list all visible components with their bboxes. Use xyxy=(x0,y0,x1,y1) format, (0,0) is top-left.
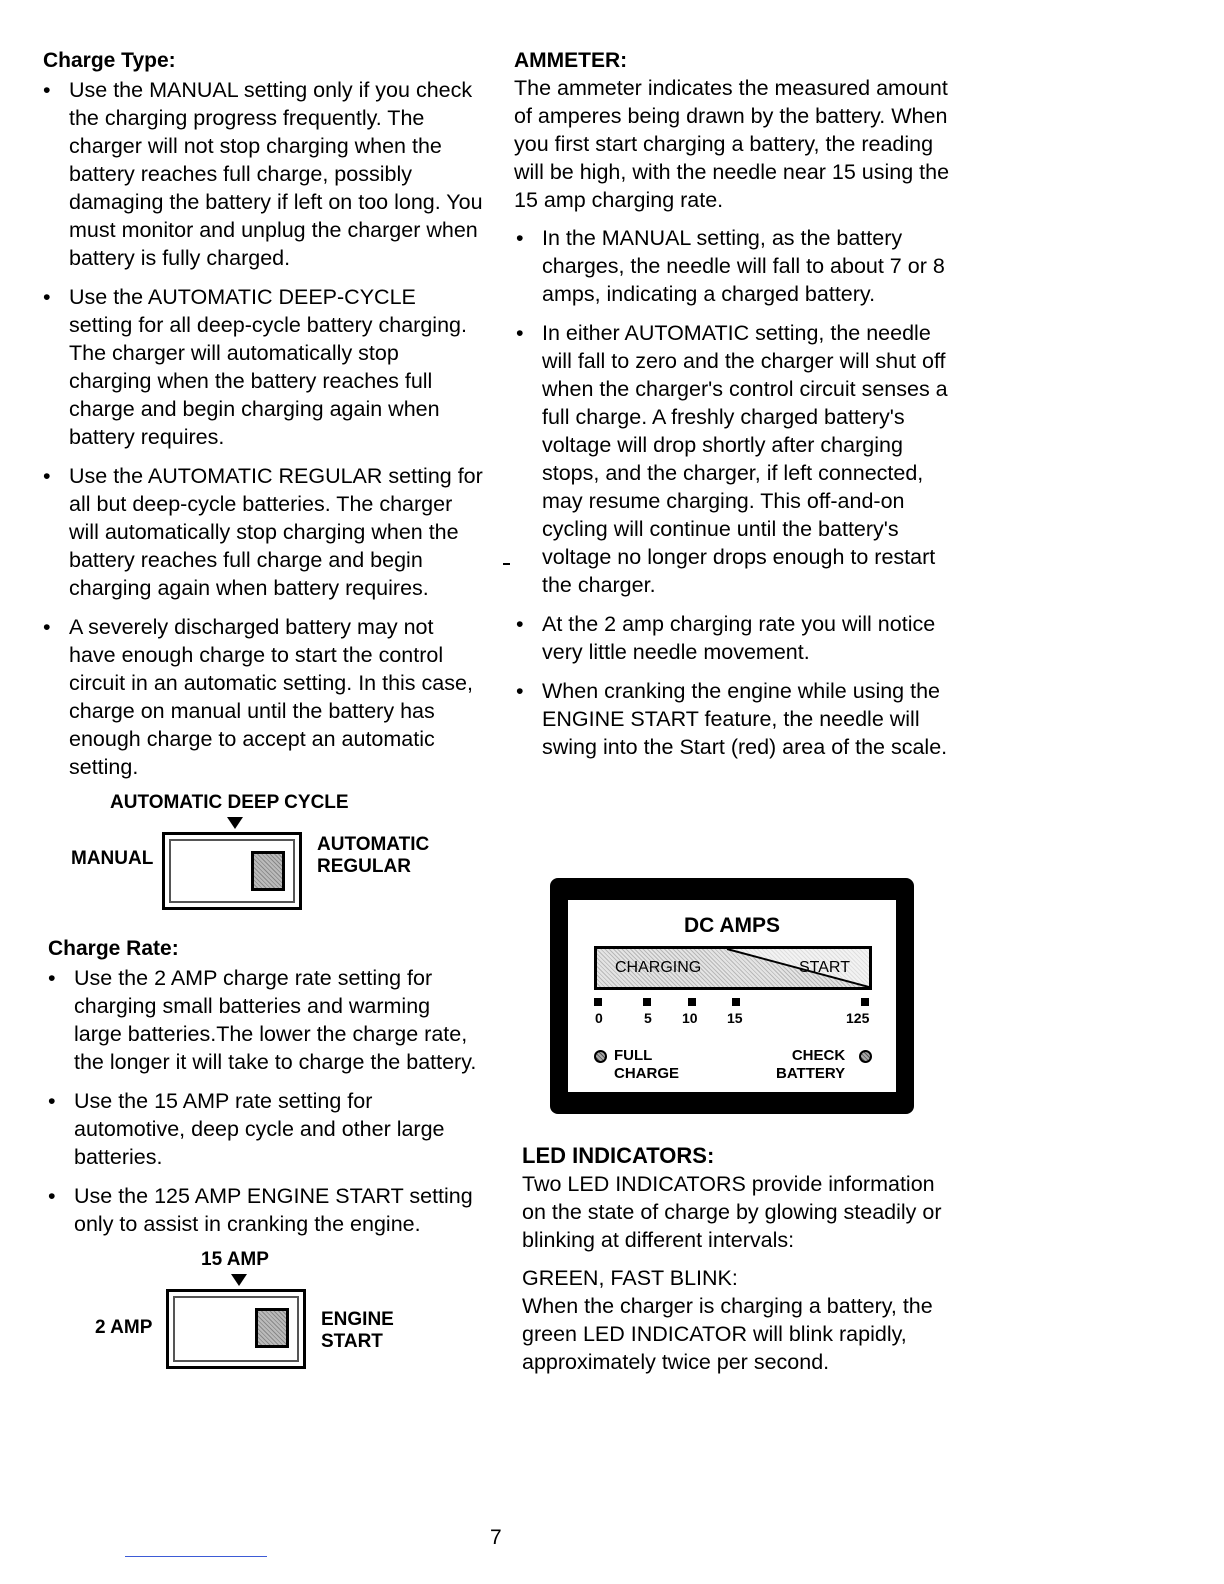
switch-left-label: MANUAL xyxy=(71,848,154,869)
list-item: • Use the MANUAL setting only if you check the charging progress frequently. The charger will not stop charging when the battery reaches full charge, possibly damaging the battery if left on too long. You must monitor and unplug the charger when battery is fully charged. xyxy=(43,76,483,272)
down-arrow-icon xyxy=(231,1274,247,1286)
charge-type-switch-diagram xyxy=(43,792,483,938)
charge-type-switch xyxy=(162,832,302,910)
down-arrow-icon xyxy=(227,817,243,829)
charge-rate-switch-diagram xyxy=(43,1249,483,1389)
charge-type-section xyxy=(43,48,483,781)
switch-knob xyxy=(251,851,285,891)
check-battery-label-line2: BATTERY xyxy=(776,1065,846,1082)
page-number: 7 xyxy=(490,1526,502,1549)
switch-right-label xyxy=(317,834,429,878)
list-item: • Use the 15 AMP rate setting for automotive, deep cycle and other large batteries. xyxy=(48,1087,483,1171)
meter-title: DC AMPS xyxy=(683,914,781,937)
right-column xyxy=(514,48,954,772)
charge-rate-switch xyxy=(166,1289,306,1369)
list-item: • Use the 2 AMP charge rate setting for charging small batteries and warming large batteries.The lower the charge rate, the longer it will take to charge the battery. xyxy=(48,964,483,1076)
check-battery-label xyxy=(776,1047,845,1083)
scan-mark xyxy=(503,563,510,565)
start-zone-label: START xyxy=(799,959,850,976)
ammeter-face xyxy=(566,898,898,1094)
switch-top-label: AUTOMATIC DEEP CYCLE xyxy=(110,792,349,813)
footer-rule xyxy=(125,1556,267,1557)
list-item: • Use the AUTOMATIC REGULAR setting for all but deep-cycle batteries. The charger will automatically stop charging when the battery reaches full charge and begin charging again when battery requires. xyxy=(43,462,483,602)
full-charge-label-line2: CHARGE xyxy=(614,1065,680,1082)
ammeter-list xyxy=(514,224,954,761)
list-item: • When cranking the engine while using the ENGINE START feature, the needle will swing into the Start (red) area of the scale. xyxy=(516,677,954,761)
led-indicators-intro: Two LED INDICATORS provide information on the state of charge by glowing steadily or blinking at different intervals: xyxy=(522,1172,942,1252)
scale-tick xyxy=(732,998,740,1006)
switch-right-label-line2: START xyxy=(321,1331,383,1352)
scale-tick xyxy=(688,998,696,1006)
switch-right-label-line2: REGULAR xyxy=(317,856,411,877)
scale-tick-label: 0 xyxy=(595,1010,603,1026)
scale-tick xyxy=(594,998,602,1006)
scale-tick-label: 125 xyxy=(846,1010,870,1026)
switch-left-label: 2 AMP xyxy=(95,1317,153,1338)
ammeter-section xyxy=(514,48,954,761)
green-fast-blink-heading: GREEN, FAST BLINK: xyxy=(522,1266,738,1290)
switch-right-label-line1: ENGINE xyxy=(321,1309,394,1330)
ammeter-scale xyxy=(594,946,872,990)
charge-type-heading: Charge Type: xyxy=(43,49,176,72)
scale-tick xyxy=(643,998,651,1006)
ammeter-panel xyxy=(550,878,914,1114)
scale-tick-label: 10 xyxy=(682,1010,698,1026)
switch-top-label: 15 AMP xyxy=(201,1249,269,1270)
list-item: • Use the AUTOMATIC DEEP-CYCLE setting for all deep-cycle battery charging. The charger will automatically stop charging when the battery reaches full charge and begin charging again when battery requires. xyxy=(43,283,483,451)
left-column xyxy=(43,48,483,1389)
scale-tick xyxy=(861,998,869,1006)
list-item: • At the 2 amp charging rate you will notice very little needle movement. xyxy=(516,610,954,666)
led-indicators-heading: LED INDICATORS: xyxy=(522,1143,715,1168)
switch-knob xyxy=(255,1308,289,1348)
charge-rate-list xyxy=(48,964,483,1238)
charging-zone-label: CHARGING xyxy=(615,959,702,976)
check-battery-led-icon xyxy=(859,1050,872,1063)
full-charge-label-line1: FULL xyxy=(614,1047,653,1064)
ammeter-heading: AMMETER: xyxy=(514,49,628,72)
list-item: • A severely discharged battery may not have enough charge to start the control circuit in an automatic setting. In this case, charge on manual until the battery has enough charge to accept an automatic setting. xyxy=(43,613,483,781)
ammeter-intro: The ammeter indicates the measured amount of amperes being drawn by the battery. When you first start charging a battery, the reading will be high, with the needle near 15 using the 15 amp charging rate. xyxy=(514,76,950,212)
charge-rate-section xyxy=(43,936,483,1238)
full-charge-label xyxy=(614,1047,679,1083)
list-item: • Use the 125 AMP ENGINE START setting only to assist in cranking the engine. xyxy=(48,1182,483,1238)
check-battery-label-line1: CHECK xyxy=(791,1047,846,1064)
green-fast-blink-text: When the charger is charging a battery, the green LED INDICATOR will blink rapidly, approximately twice per second. xyxy=(522,1294,933,1374)
scale-tick-label: 5 xyxy=(644,1010,652,1026)
charge-rate-heading: Charge Rate: xyxy=(48,937,179,960)
led-indicators-section xyxy=(522,1142,952,1376)
full-charge-led-icon xyxy=(594,1050,607,1063)
switch-right-label xyxy=(321,1309,394,1353)
list-item: • In either AUTOMATIC setting, the needle will fall to zero and the charger will shut off when the charger's control circuit senses a full charge. A freshly charged battery's voltage will drop shortly after charging stops, and the charger, if left connected, may resume charging. This off-and-on cycling will continue until the battery's voltage no longer drops enough to restart the charger. xyxy=(516,319,954,599)
scale-tick-label: 15 xyxy=(727,1010,743,1026)
switch-right-label-line1: AUTOMATIC xyxy=(317,834,430,855)
charge-type-list xyxy=(43,76,483,781)
list-item: • In the MANUAL setting, as the battery charges, the needle will fall to about 7 or 8 amps, indicating a charged battery. xyxy=(516,224,954,308)
